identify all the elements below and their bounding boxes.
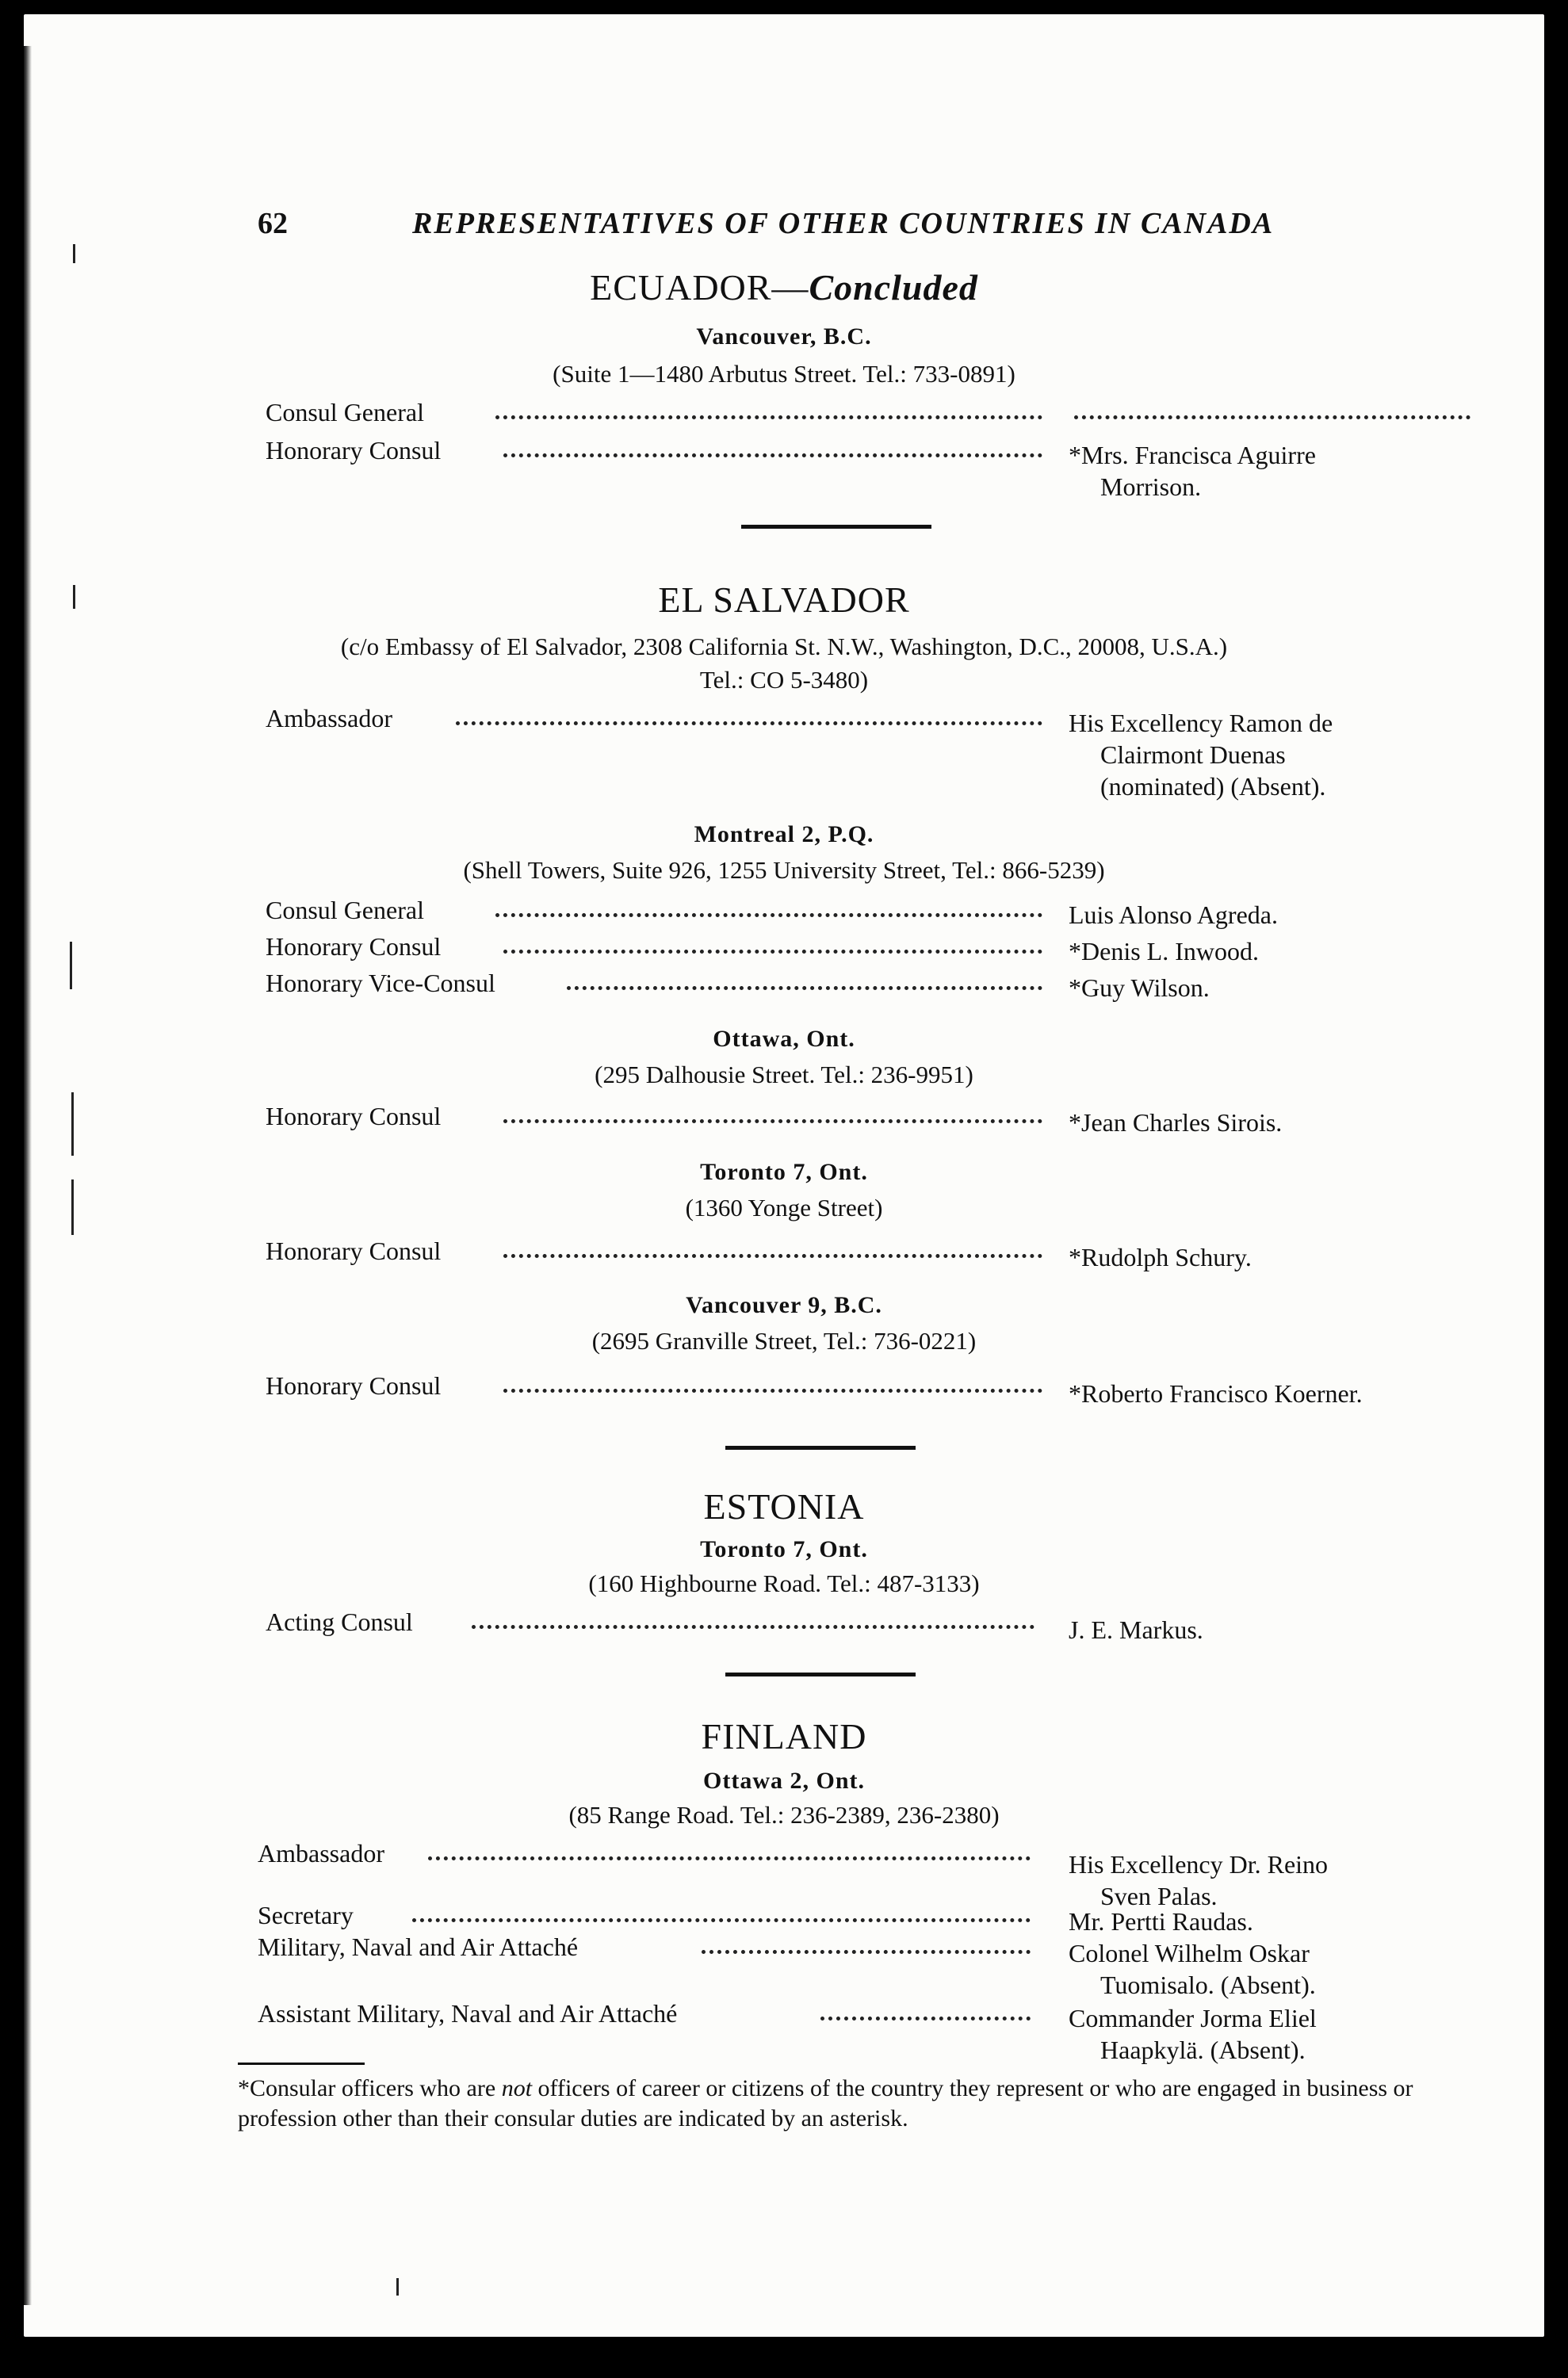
entry-name-continued: Haapkylä. (Absent). [1100,2036,1306,2064]
entry-name-continued: (nominated) (Absent). [1100,772,1326,801]
entry-title: Honorary Consul [266,1237,442,1265]
estonia-heading: ESTONIA [703,1486,865,1527]
dot-leader [472,1617,1034,1629]
footnote-rule [238,2063,365,2065]
footnote-text: *Consular officers who are [238,2075,502,2101]
entry-name-continued: Morrison. [1100,472,1202,501]
ecuador-heading [24,266,1544,308]
el-salvador-montreal-city: Montreal 2, P.Q. [694,821,874,847]
estonia-city: Toronto 7, Ont. [700,1536,868,1562]
dot-leader [412,1910,1031,1922]
entry-row [24,932,1544,964]
el-salvador-ottawa-address: (295 Dalhousie Street. Tel.: 236-9951) [595,1061,973,1088]
entry-name-line: His Excellency Ramon de [1069,709,1333,737]
entry-name: *Rudolph Schury. [1069,1243,1252,1271]
entry-name [1069,1937,1316,2001]
entry-title: Honorary Consul [266,932,442,961]
section-divider [725,1673,916,1676]
entry-name [1069,439,1316,503]
entry-row [24,1933,1544,1999]
footnote [238,2074,1463,2134]
entry-name: Mr. Pertti Raudas. [1069,1907,1253,1936]
entry-name: Luis Alonso Agreda. [1069,900,1278,929]
page-content [24,14,1544,2337]
entry-name [1069,707,1333,802]
entry-title: Honorary Consul [266,1371,442,1400]
entry-title: Ambassador [258,1839,384,1868]
running-head [24,201,1544,249]
entry-name-continued: Tuomisalo. (Absent). [1100,1971,1316,1999]
dot-leader [567,978,1042,990]
entry-title: Military, Naval and Air Attaché [258,1933,579,1961]
entry-name-line: Commander Jorma Eliel [1069,2004,1317,2032]
dot-leader [503,1111,1042,1123]
entry-name [1069,2002,1317,2066]
dot-leader [820,2009,1031,2021]
el-salvador-ottawa-city: Ottawa, Ont. [713,1026,855,1052]
dot-leader [456,713,1042,725]
dot-leader [503,942,1042,954]
entry-name-line: His Excellency Dr. Reino [1069,1850,1329,1879]
entry-title: Ambassador [266,704,392,732]
entry-name: *Jean Charles Sirois. [1069,1108,1283,1137]
footnote-text: officers of career or citizens of the country they represent or who are engaged in business or profession other than their consular duties are indicated by an asterisk. [238,2075,1413,2131]
entry-name: *Guy Wilson. [1069,973,1210,1002]
entry-row [24,398,1544,430]
estonia-address: (160 Highbourne Road. Tel.: 487-3133) [588,1569,980,1597]
entry-row [24,1237,1544,1271]
dot-leader [702,1942,1031,1954]
entry-title: Honorary Consul [266,1102,442,1130]
stray-mark [396,2278,399,2296]
dot-leader [503,445,1042,457]
section-divider [725,1446,916,1450]
entry-name-continued: Clairmont Duenas [1100,740,1286,769]
ecuador-vancouver-address: (Suite 1—1480 Arbutus Street. Tel.: 733-0891) [553,360,1015,388]
el-salvador-vancouver-address: (2695 Granville Street, Tel.: 736-0221) [591,1327,977,1355]
ecuador-heading-main: ECUADOR— [590,267,809,308]
entry-title: Assistant Military, Naval and Air Attaché [258,1999,678,2028]
document-page [24,14,1544,2337]
entry-row [24,969,1544,1000]
entry-name: J. E. Markus. [1069,1615,1203,1644]
running-title: REPRESENTATIVES OF OTHER COUNTRIES IN CANADA [412,207,1275,240]
entry-row [24,1901,1544,1936]
entry-row [24,1102,1544,1137]
dot-leader [1074,407,1470,419]
entry-title: Secretary [258,1901,354,1929]
entry-row [24,1608,1544,1644]
el-salvador-address-line1: (c/o Embassy of El Salvador, 2308 California St. N.W., Washington, D.C., 20008, U.S.A.) [340,633,1228,660]
entry-title: Acting Consul [266,1608,413,1636]
el-salvador-heading: EL SALVADOR [658,579,910,620]
entry-row [24,1999,1544,2064]
entry-row [24,704,1544,801]
entry-row [24,1371,1544,1408]
el-salvador-address-line2: Tel.: CO 5-3480) [699,666,869,694]
entry-name-line: *Mrs. Francisca Aguirre [1069,441,1316,469]
page-number: 62 [258,207,288,240]
el-salvador-montreal-address: (Shell Towers, Suite 926, 1255 University Street, Tel.: 866-5239) [463,856,1105,884]
el-salvador-toronto-address: (1360 Yonge Street) [685,1194,883,1221]
entry-title: Honorary Consul [266,436,442,465]
entry-row [24,436,1544,501]
entry-row [24,1839,1544,1910]
dot-leader [495,905,1042,917]
dot-leader [428,1848,1031,1860]
entry-title: Honorary Vice-Consul [266,969,495,997]
entry-name: *Roberto Francisco Koerner. [1069,1379,1363,1408]
dot-leader [495,407,1042,419]
el-salvador-vancouver-city: Vancouver 9, B.C. [686,1292,882,1318]
dot-leader [503,1246,1042,1258]
entry-title: Consul General [266,398,424,426]
entry-name: *Denis L. Inwood. [1069,937,1259,965]
dot-leader [503,1381,1042,1393]
entry-row [24,896,1544,927]
finland-address: (85 Range Road. Tel.: 236-2389, 236-2380) [568,1801,1000,1829]
ecuador-vancouver-city: Vancouver, B.C. [696,323,872,350]
entry-name-continued: Sven Palas. [1100,1882,1218,1910]
entry-title: Consul General [266,896,424,924]
finland-heading: FINLAND [701,1716,867,1757]
footnote-emphasis: not [501,2075,533,2101]
ecuador-heading-suffix: Concluded [809,267,978,308]
finland-city: Ottawa 2, Ont. [703,1768,865,1794]
el-salvador-toronto-city: Toronto 7, Ont. [700,1159,868,1185]
entry-name-line: Colonel Wilhelm Oskar [1069,1939,1310,1967]
section-divider [741,525,931,529]
